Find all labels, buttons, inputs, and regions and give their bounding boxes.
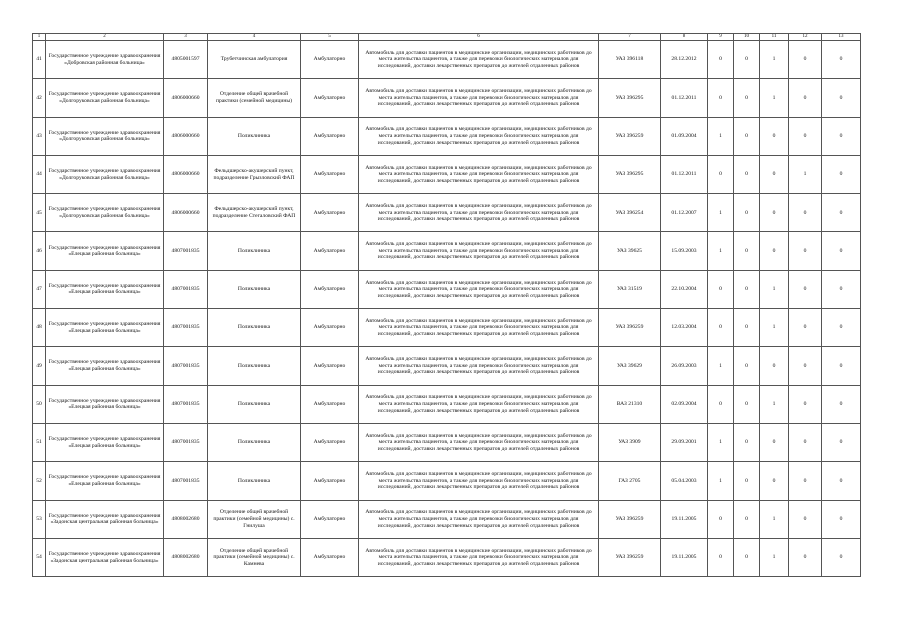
row-number: 48 [33, 309, 46, 347]
flag-col-10: 0 [734, 270, 760, 308]
flag-col-9: 0 [708, 79, 734, 117]
organization-code: 4807001835 [164, 309, 208, 347]
flag-col-12: 0 [789, 500, 822, 538]
organization-code: 4808002680 [164, 500, 208, 538]
flag-col-12: 0 [789, 117, 822, 155]
vehicle-model: УАЗ 3909 [599, 423, 661, 461]
table-row [33, 79, 861, 117]
flag-col-10: 0 [734, 500, 760, 538]
flag-col-13: 0 [822, 232, 861, 270]
subdivision-name: Поликлиника [208, 347, 301, 385]
flag-col-10: 0 [734, 232, 760, 270]
flag-col-12: 0 [789, 538, 822, 576]
row-number: 51 [33, 423, 46, 461]
flag-col-9: 1 [708, 194, 734, 232]
column-number-7: 7 [599, 34, 661, 41]
flag-col-11: 1 [760, 500, 789, 538]
organization-name: Государственное учреждение здравоохранения «Елецкая районная больница» [46, 385, 164, 423]
vehicle-model: УАЗ 39629 [599, 347, 661, 385]
organization-name: Государственное учреждение здравоохранения «Долгоруковская районная больница» [46, 194, 164, 232]
vehicle-model: ГАЗ 2705 [599, 462, 661, 500]
vehicle-purpose: Автомобиль для доставки пациентов в медицинские организации, медицинских работников до места жительства пациентов, а также для перевозки биологических материалов для исследований, доставки лекарственных препаратов до жителей отдаленных районов [359, 347, 599, 385]
table-row [33, 538, 861, 576]
vehicle-model: ВАЗ 21310 [599, 385, 661, 423]
registration-date: 12.03.2004 [661, 309, 708, 347]
flag-col-13: 0 [822, 270, 861, 308]
flag-col-9: 0 [708, 41, 734, 79]
column-number-4: 4 [208, 34, 301, 41]
vehicle-model: УАЗ 396259 [599, 309, 661, 347]
subdivision-name: Поликлиника [208, 309, 301, 347]
flag-col-10: 0 [734, 155, 760, 193]
column-number-3: 3 [164, 34, 208, 41]
subdivision-name: Фельдшерско-акушерский пункт, подразделение Стегаловский ФАП [208, 194, 301, 232]
flag-col-10: 0 [734, 538, 760, 576]
registration-date: 05.04.2003 [661, 462, 708, 500]
flag-col-11: 1 [760, 41, 789, 79]
organization-code: 4808002680 [164, 538, 208, 576]
flag-col-13: 0 [822, 538, 861, 576]
vehicle-purpose: Автомобиль для доставки пациентов в медицинские организации, медицинских работников до места жительства пациентов, а также для перевозки биологических материалов для исследований, доставки лекарственных препаратов до жителей отдаленных районов [359, 270, 599, 308]
table-row [33, 500, 861, 538]
flag-col-9: 1 [708, 347, 734, 385]
subdivision-name: Отделение общей врачебной практики (семейной медицины) с. Гнилуша [208, 500, 301, 538]
vehicle-model: УАЗ 396118 [599, 41, 661, 79]
table-row [33, 232, 861, 270]
column-number-8: 8 [661, 34, 708, 41]
row-number: 52 [33, 462, 46, 500]
flag-col-11: 1 [760, 79, 789, 117]
vehicle-model: УАЗ 31519 [599, 270, 661, 308]
flag-col-10: 0 [734, 117, 760, 155]
organization-code: 4807001835 [164, 232, 208, 270]
flag-col-9: 1 [708, 423, 734, 461]
flag-col-10: 0 [734, 385, 760, 423]
row-number: 41 [33, 41, 46, 79]
registration-date: 26.09.2003 [661, 347, 708, 385]
flag-col-11: 0 [760, 462, 789, 500]
flag-col-10: 0 [734, 79, 760, 117]
flag-col-9: 1 [708, 232, 734, 270]
flag-col-11: 1 [760, 309, 789, 347]
flag-col-12: 1 [789, 155, 822, 193]
organization-name: Государственное учреждение здравоохранения «Елецкая районная больница» [46, 423, 164, 461]
vehicle-purpose: Автомобиль для доставки пациентов в медицинские организации, медицинских работников до места жительства пациентов, а также для перевозки биологических материалов для исследований, доставки лекарственных препаратов до жителей отдаленных районов [359, 462, 599, 500]
flag-col-13: 0 [822, 117, 861, 155]
care-type: Амбулаторно [301, 232, 359, 270]
organization-code: 4807001835 [164, 270, 208, 308]
organization-code: 4805001597 [164, 41, 208, 79]
flag-col-13: 0 [822, 79, 861, 117]
organization-code: 4807001835 [164, 423, 208, 461]
flag-col-9: 0 [708, 309, 734, 347]
flag-col-12: 0 [789, 79, 822, 117]
row-number: 45 [33, 194, 46, 232]
flag-col-11: 0 [760, 423, 789, 461]
vehicle-purpose: Автомобиль для доставки пациентов в медицинские организации, медицинских работников до места жительства пациентов, а также для перевозки биологических материалов для исследований, доставки лекарственных препаратов до жителей отдаленных районов [359, 309, 599, 347]
row-number: 50 [33, 385, 46, 423]
flag-col-12: 0 [789, 270, 822, 308]
registration-date: 15.09.2003 [661, 232, 708, 270]
care-type: Амбулаторно [301, 462, 359, 500]
organization-code: 4807001835 [164, 385, 208, 423]
flag-col-12: 0 [789, 385, 822, 423]
care-type: Амбулаторно [301, 194, 359, 232]
row-number: 53 [33, 500, 46, 538]
care-type: Амбулаторно [301, 423, 359, 461]
flag-col-9: 0 [708, 385, 734, 423]
column-number-2: 2 [46, 34, 164, 41]
vehicle-purpose: Автомобиль для доставки пациентов в медицинские организации, медицинских работников до места жительства пациентов, а также для перевозки биологических материалов для исследований, доставки лекарственных препаратов до жителей отдаленных районов [359, 538, 599, 576]
care-type: Амбулаторно [301, 500, 359, 538]
subdivision-name: Отделение общей врачебной практики (семейной медицины) с. Камнева [208, 538, 301, 576]
care-type: Амбулаторно [301, 79, 359, 117]
flag-col-9: 0 [708, 500, 734, 538]
registration-date: 29.09.2001 [661, 423, 708, 461]
table-row [33, 423, 861, 461]
flag-col-13: 0 [822, 309, 861, 347]
registration-date: 28.12.2012 [661, 41, 708, 79]
flag-col-10: 0 [734, 462, 760, 500]
table-row [33, 270, 861, 308]
column-number-9: 9 [708, 34, 734, 41]
flag-col-12: 0 [789, 462, 822, 500]
organization-code: 4806000660 [164, 155, 208, 193]
flag-col-11: 1 [760, 270, 789, 308]
vehicle-model: УАЗ 396259 [599, 500, 661, 538]
column-number-row [33, 34, 861, 41]
flag-col-11: 1 [760, 385, 789, 423]
row-number: 44 [33, 155, 46, 193]
table-row [33, 117, 861, 155]
column-number-1: 1 [33, 34, 46, 41]
organization-name: Государственное учреждение здравоохранения «Елецкая районная больница» [46, 347, 164, 385]
flag-col-10: 0 [734, 423, 760, 461]
care-type: Амбулаторно [301, 385, 359, 423]
organization-name: Государственное учреждение здравоохранения «Елецкая районная больница» [46, 462, 164, 500]
flag-col-12: 0 [789, 309, 822, 347]
flag-col-10: 0 [734, 309, 760, 347]
subdivision-name: Отделение общей врачебной практики (семейной медицины) [208, 79, 301, 117]
registration-date: 19.11.2005 [661, 500, 708, 538]
vehicle-purpose: Автомобиль для доставки пациентов в медицинские организации, медицинских работников до места жительства пациентов, а также для перевозки биологических материалов для исследований, доставки лекарственных препаратов до жителей отдаленных районов [359, 117, 599, 155]
organization-name: Государственное учреждение здравоохранения «Елецкая районная больница» [46, 309, 164, 347]
flag-col-13: 0 [822, 194, 861, 232]
flag-col-13: 0 [822, 423, 861, 461]
table-row [33, 309, 861, 347]
organization-name: Государственное учреждение здравоохранения «Долгоруковская районная больница» [46, 79, 164, 117]
vehicle-purpose: Автомобиль для доставки пациентов в медицинские организации, медицинских работников до места жительства пациентов, а также для перевозки биологических материалов для исследований, доставки лекарственных препаратов до жителей отдаленных районов [359, 79, 599, 117]
table-row [33, 41, 861, 79]
vehicle-purpose: Автомобиль для доставки пациентов в медицинские организации, медицинских работников до места жительства пациентов, а также для перевозки биологических материалов для исследований, доставки лекарственных препаратов до жителей отдаленных районов [359, 423, 599, 461]
column-number-5: 5 [301, 34, 359, 41]
column-number-6: 6 [359, 34, 599, 41]
organization-name: Государственное учреждение здравоохранения «Елецкая районная больница» [46, 232, 164, 270]
registration-date: 01.09.2004 [661, 117, 708, 155]
flag-col-9: 1 [708, 462, 734, 500]
care-type: Амбулаторно [301, 270, 359, 308]
flag-col-13: 0 [822, 462, 861, 500]
organization-code: 4806000660 [164, 117, 208, 155]
flag-col-13: 0 [822, 41, 861, 79]
organization-name: Государственное учреждение здравоохранения «Добровская районная больница» [46, 41, 164, 79]
column-number-10: 10 [734, 34, 760, 41]
subdivision-name: Трубетчинская амбулатория [208, 41, 301, 79]
organization-name: Государственное учреждение здравоохранения «Долгоруковская районная больница» [46, 155, 164, 193]
organization-name: Государственное учреждение здравоохранения «Задонская центральная районная больница» [46, 538, 164, 576]
flag-col-10: 0 [734, 347, 760, 385]
flag-col-11: 0 [760, 155, 789, 193]
vehicle-purpose: Автомобиль для доставки пациентов в медицинские организации, медицинских работников до места жительства пациентов, а также для перевозки биологических материалов для исследований, доставки лекарственных препаратов до жителей отдаленных районов [359, 194, 599, 232]
table-row [33, 462, 861, 500]
flag-col-9: 1 [708, 117, 734, 155]
vehicle-model: УАЗ 396259 [599, 538, 661, 576]
table-row [33, 347, 861, 385]
row-number: 46 [33, 232, 46, 270]
row-number: 54 [33, 538, 46, 576]
flag-col-12: 0 [789, 423, 822, 461]
registration-date: 19.11.2005 [661, 538, 708, 576]
care-type: Амбулаторно [301, 155, 359, 193]
subdivision-name: Поликлиника [208, 385, 301, 423]
flag-col-13: 0 [822, 155, 861, 193]
vehicle-register-table [32, 33, 861, 577]
care-type: Амбулаторно [301, 117, 359, 155]
flag-col-13: 0 [822, 500, 861, 538]
vehicle-purpose: Автомобиль для доставки пациентов в медицинские организации, медицинских работников до места жительства пациентов, а также для перевозки биологических материалов для исследований, доставки лекарственных препаратов до жителей отдаленных районов [359, 41, 599, 79]
flag-col-11: 0 [760, 194, 789, 232]
care-type: Амбулаторно [301, 538, 359, 576]
vehicle-model: УАЗ 396295 [599, 155, 661, 193]
subdivision-name: Поликлиника [208, 462, 301, 500]
subdivision-name: Поликлиника [208, 270, 301, 308]
organization-code: 4807001835 [164, 347, 208, 385]
subdivision-name: Поликлиника [208, 232, 301, 270]
care-type: Амбулаторно [301, 41, 359, 79]
flag-col-10: 0 [734, 41, 760, 79]
vehicle-model: УАЗ 396259 [599, 117, 661, 155]
row-number: 43 [33, 117, 46, 155]
registration-date: 01.12.2011 [661, 155, 708, 193]
flag-col-11: 0 [760, 232, 789, 270]
flag-col-12: 0 [789, 347, 822, 385]
flag-col-11: 1 [760, 538, 789, 576]
vehicle-purpose: Автомобиль для доставки пациентов в медицинские организации, медицинских работников до места жительства пациентов, а также для перевозки биологических материалов для исследований, доставки лекарственных препаратов до жителей отдаленных районов [359, 232, 599, 270]
care-type: Амбулаторно [301, 347, 359, 385]
organization-code: 4806000660 [164, 79, 208, 117]
organization-name: Государственное учреждение здравоохранения «Задонская центральная районная больница» [46, 500, 164, 538]
flag-col-12: 0 [789, 194, 822, 232]
vehicle-model: УАЗ 39625 [599, 232, 661, 270]
organization-name: Государственное учреждение здравоохранения «Долгоруковская районная больница» [46, 117, 164, 155]
organization-name: Государственное учреждение здравоохранения «Елецкая районная больница» [46, 270, 164, 308]
row-number: 42 [33, 79, 46, 117]
registration-date: 22.10.2004 [661, 270, 708, 308]
registration-date: 02.09.2004 [661, 385, 708, 423]
flag-col-11: 0 [760, 347, 789, 385]
flag-col-11: 0 [760, 117, 789, 155]
vehicle-purpose: Автомобиль для доставки пациентов в медицинские организации, медицинских работников до места жительства пациентов, а также для перевозки биологических материалов для исследований, доставки лекарственных препаратов до жителей отдаленных районов [359, 500, 599, 538]
flag-col-9: 0 [708, 538, 734, 576]
table-row [33, 155, 861, 193]
flag-col-13: 0 [822, 385, 861, 423]
organization-code: 4806000660 [164, 194, 208, 232]
registration-date: 01.12.2011 [661, 79, 708, 117]
subdivision-name: Поликлиника [208, 423, 301, 461]
vehicle-model: УАЗ 396295 [599, 79, 661, 117]
table-row [33, 194, 861, 232]
flag-col-9: 0 [708, 270, 734, 308]
flag-col-10: 0 [734, 194, 760, 232]
column-number-12: 12 [789, 34, 822, 41]
vehicle-model: УАЗ 396254 [599, 194, 661, 232]
care-type: Амбулаторно [301, 309, 359, 347]
subdivision-name: Фельдшерско-акушерский пункт, подразделение Грызловский ФАП [208, 155, 301, 193]
column-number-11: 11 [760, 34, 789, 41]
column-number-13: 13 [822, 34, 861, 41]
flag-col-12: 0 [789, 232, 822, 270]
flag-col-12: 0 [789, 41, 822, 79]
vehicle-purpose: Автомобиль для доставки пациентов в медицинские организации, медицинских работников до места жительства пациентов, а также для перевозки биологических материалов для исследований, доставки лекарственных препаратов до жителей отдаленных районов [359, 385, 599, 423]
subdivision-name: Поликлиника [208, 117, 301, 155]
flag-col-9: 0 [708, 155, 734, 193]
vehicle-purpose: Автомобиль для доставки пациентов в медицинские организации, медицинских работников до места жительства пациентов, а также для перевозки биологических материалов для исследований, доставки лекарственных препаратов до жителей отдаленных районов [359, 155, 599, 193]
row-number: 49 [33, 347, 46, 385]
table-body [33, 41, 861, 577]
row-number: 47 [33, 270, 46, 308]
table-row [33, 385, 861, 423]
flag-col-13: 0 [822, 347, 861, 385]
organization-code: 4807001835 [164, 462, 208, 500]
registration-date: 01.12.2007 [661, 194, 708, 232]
